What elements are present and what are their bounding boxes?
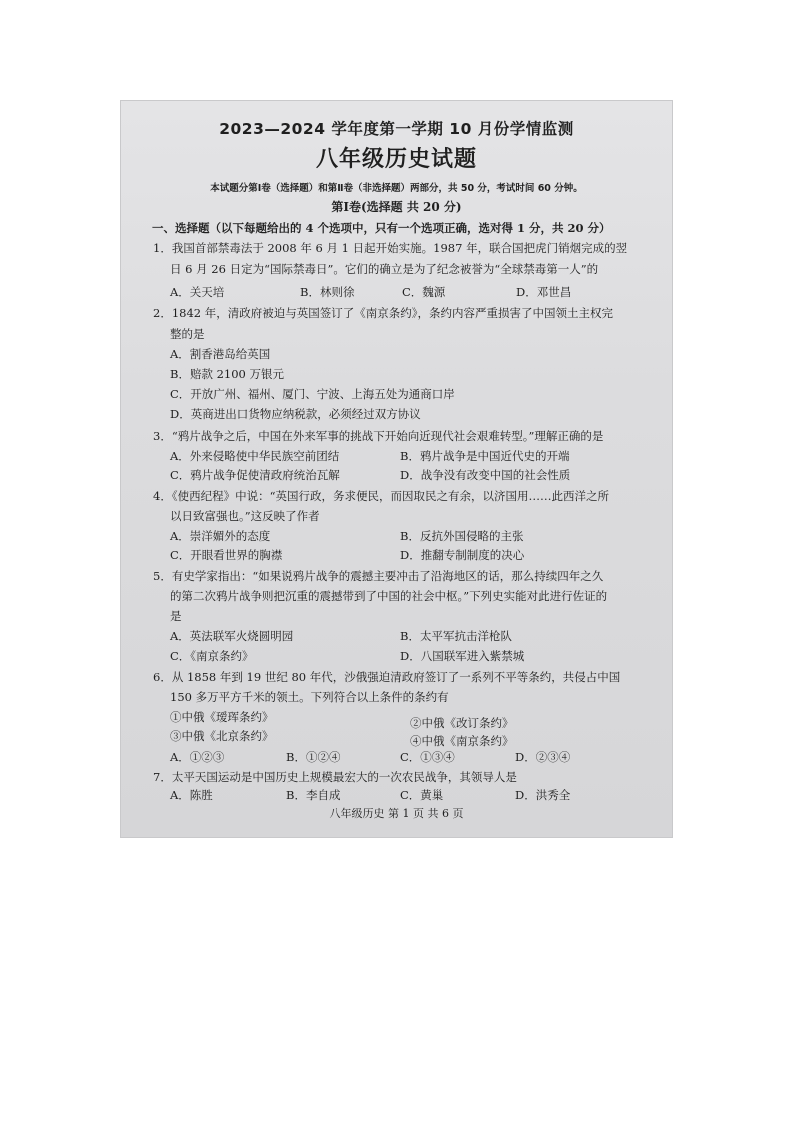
q6-option-b: B．①②④: [286, 750, 341, 764]
q6-option-d: D．②③④: [515, 750, 571, 764]
q5-option-b: B．太平军抗击洋枪队: [400, 629, 512, 643]
subject-title: 八年级历史试题: [315, 147, 477, 172]
exam-title: 2023—2024 学年度第一学期 10 月份学情监测: [219, 120, 574, 138]
q6-item-4: ④中俄《南京条约》: [410, 734, 514, 748]
q7-option-c: C．黄巢: [400, 788, 444, 802]
question-4-line-2: 以日致富强也。”这反映了作者: [170, 509, 320, 523]
exam-page-photo: [120, 100, 673, 838]
question-6-line-2: 150 多万平方千米的领土。下列符合以上条件的条约有: [170, 690, 449, 704]
q1-option-d: D．邓世昌: [516, 285, 572, 299]
question-2-line-2: 整的是: [170, 327, 205, 341]
q7-option-b: B．李自成: [286, 788, 341, 802]
q1-option-a: A．关天培: [170, 285, 225, 299]
q4-option-c: C．开眼看世界的胸襟: [170, 548, 283, 562]
q1-option-c: C．魏源: [402, 285, 446, 299]
q6-item-1: ①中俄《瑷珲条约》: [170, 710, 274, 724]
question-5-line-1: 5．有史学家指出：“如果说鸦片战争的震撼主要冲击了沿海地区的话，那么持续四年之久: [153, 569, 604, 583]
q6-item-2: ②中俄《改订条约》: [410, 716, 514, 730]
question-4-line-1: 4．《使西纪程》中说：“英国行政，务求便民，而因取民之有余，以济国用……此西洋之所: [153, 489, 609, 503]
question-5-line-3: 是: [170, 609, 182, 623]
q6-item-3: ③中俄《北京条约》: [170, 729, 274, 743]
question-5-line-2: 的第二次鸦片战争则把沉重的震撼带到了中国的社会中枢。”下列史实能对此进行佐证的: [170, 589, 608, 603]
q5-option-c: C．《南京条约》: [170, 649, 254, 663]
q7-option-a: A．陈胜: [170, 788, 213, 802]
q4-option-a: A．崇洋媚外的态度: [170, 529, 271, 543]
q3-option-c: C．鸦片战争促使清政府统治瓦解: [170, 468, 340, 482]
q4-option-b: B．反抗外国侵略的主张: [400, 529, 524, 543]
question-1-line-2: 日 6 月 26 日定为“国际禁毒日”。它们的确立是为了纪念被誉为“全球禁毒第一人”的: [170, 262, 599, 276]
page-footer: 八年级历史 第 1 页 共 6 页: [329, 807, 464, 820]
q3-option-d: D．战争没有改变中国的社会性质: [400, 468, 571, 482]
question-2-line-1: 2．1842 年，清政府被迫与英国签订了《南京条约》，条约内容严重损害了中国领土主权完: [153, 306, 613, 320]
section-heading: 一、选择题（以下每题给出的 4 个选项中，只有一个选项正确，选对得 1 分，共 20 分）: [152, 221, 611, 235]
question-7-line-1: 7．太平天国运动是中国历史上规模最宏大的一次农民战争，其领导人是: [153, 770, 517, 784]
q2-option-a: A．割香港岛给英国: [170, 347, 271, 361]
question-1-line-1: 1．我国首部禁毒法于 2008 年 6 月 1 日起开始实施。1987 年，联合国把虎门销烟完成的翌: [153, 241, 628, 255]
q7-option-d: D．洪秀全: [515, 788, 571, 802]
q3-option-b: B．鸦片战争是中国近代史的开端: [400, 449, 570, 463]
q2-option-b: B．赔款 2100 万银元: [170, 367, 285, 381]
exam-note: 本试题分第Ⅰ卷（选择题）和第Ⅱ卷（非选择题）两部分，共 50 分，考试时间 60 分钟。: [210, 183, 583, 194]
q6-option-c: C．①③④: [400, 750, 455, 764]
part-heading: 第Ⅰ卷(选择题 共 20 分): [331, 200, 462, 214]
q4-option-d: D．推翻专制制度的决心: [400, 548, 525, 562]
question-3-line-1: 3．“鸦片战争之后，中国在外来军事的挑战下开始向近现代社会艰难转型。”理解正确的是: [153, 429, 604, 443]
q2-option-c: C．开放广州、福州、厦门、宁波、上海五处为通商口岸: [170, 387, 455, 401]
q1-option-b: B．林则徐: [300, 285, 355, 299]
q5-option-d: D．八国联军进入紫禁城: [400, 649, 525, 663]
q5-option-a: A．英法联军火烧圆明园: [170, 629, 294, 643]
q3-option-a: A．外来侵略使中华民族空前团结: [170, 449, 340, 463]
q2-option-d: D．英商进出口货物应纳税款，必须经过双方协议: [170, 407, 421, 421]
question-6-line-1: 6．从 1858 年到 19 世纪 80 年代，沙俄强迫清政府签订了一系列不平等条约，共侵占中国: [153, 670, 621, 684]
q6-option-a: A．①②③: [170, 750, 225, 764]
